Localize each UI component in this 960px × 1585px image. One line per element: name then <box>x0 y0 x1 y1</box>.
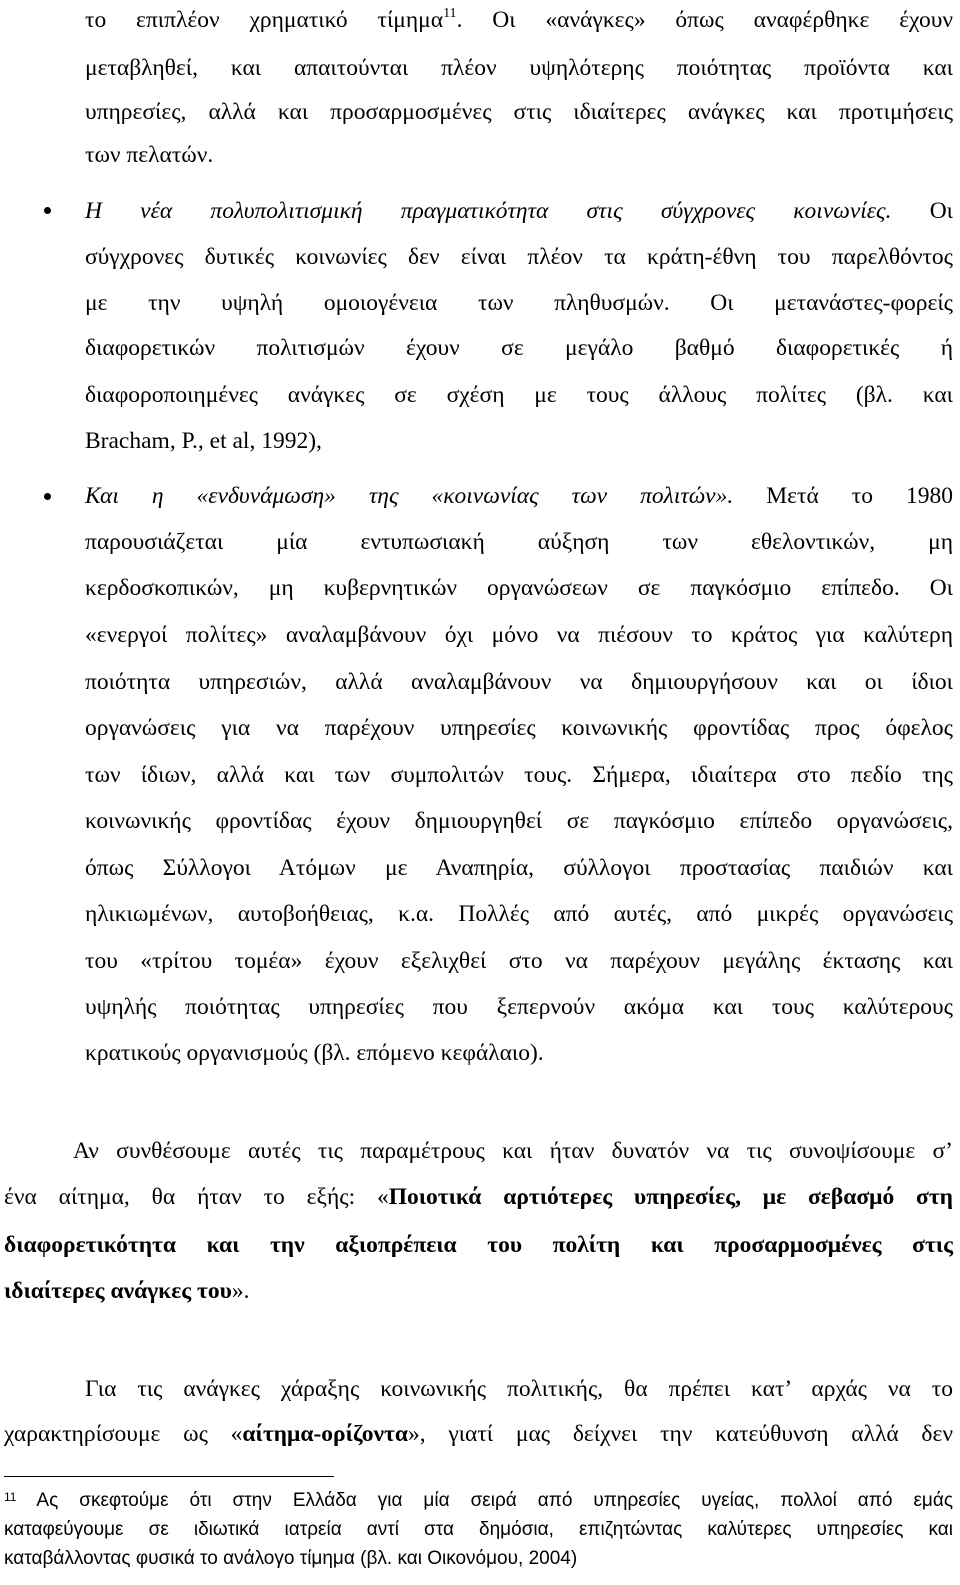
text-line: χαρακτηρίσουμε ως «αίτημα-ορίζοντα», γιατί μας δείχνει την κατεύθυνση αλλά δεν <box>4 1421 953 1447</box>
text-line: κερδοσκοπικών, μη κυβερνητικών οργανώσεων σε παγκόσμιο επίπεδο. Οι <box>85 575 953 601</box>
text-line: Και η «ενδυνάμωση» της «κοινωνίας των πολιτών». Μετά το 1980 <box>85 483 953 509</box>
footnote-number: 11 <box>4 1490 17 1504</box>
text-line: υπηρεσίες, αλλά και προσαρμοσμένες στις ιδιαίτερες ανάγκες και προτιμήσεις <box>85 99 953 125</box>
emphasis-text: ιδιαίτερες ανάγκες του <box>4 1278 232 1304</box>
text-line: σύγχρονες δυτικές κοινωνίες δεν είναι πλέον τα κράτη-έθνη του παρελθόντος <box>85 244 953 270</box>
bullet-title: Η νέα πολυπολιτισμική πραγματικότητα στις σύγχρονες κοινωνίες. <box>85 198 892 224</box>
text-line: των ίδιων, αλλά και των συμπολιτών τους. Σήμερα, ιδιαίτερα στο πεδίο της <box>85 762 953 788</box>
text-line: Για τις ανάγκες χάραξης κοινωνικής πολιτικής, θα πρέπει κατ’ αρχάς να το <box>85 1376 953 1402</box>
bullet-icon <box>44 493 51 500</box>
text-line: Η νέα πολυπολιτισμική πραγματικότητα στις σύγχρονες κοινωνίες. Οι <box>85 198 953 224</box>
text-line: ποιότητα υπηρεσιών, αλλά αναλαμβάνουν να δημιουργήσουν και οι ίδιοι <box>85 669 953 695</box>
footnote-line: $^{11}$ Ας σκεφτούμε ότι στην Ελλάδα για μία σειρά από υπηρεσίες υγείας, πολλοί από εμάς <box>4 1490 953 1511</box>
text-line: διαφορετικών πολιτισμών έχουν σε μεγάλο βαθμό διαφορετικές ή <box>85 335 953 361</box>
footnote-divider <box>4 1476 334 1477</box>
text-line: ένα αίτημα, θα ήταν το εξής: «Ποιοτικά αρτιότερες υπηρεσίες, με σεβασμό στη <box>4 1184 953 1210</box>
bullet-icon <box>44 207 51 214</box>
footnote-line: καταβάλλοντας φυσικά το ανάλογο τίμημα (βλ. και Οικονόμου, 2004) <box>4 1548 578 1569</box>
text-line: του «τρίτου τομέα» έχουν εξελιχθεί στο να παρέχουν μεγάλης έκτασης και <box>85 948 953 974</box>
text-line: οργανώσεις για να παρέχουν υπηρεσίες κοινωνικής φροντίδας προς όφελος <box>85 715 953 741</box>
text-line: όπως Σύλλογοι Ατόμων με Αναπηρία, σύλλογοι προστασίας παιδιών και <box>85 855 953 881</box>
text-line: των πελατών. <box>85 142 214 168</box>
emphasis-text: Ποιοτικά αρτιότερες υπηρεσίες, με σεβασμό στη <box>388 1184 953 1210</box>
text-line: «ενεργοί πολίτες» αναλαμβάνουν όχι μόνο να πιέσουν το κράτος για καλύτερη <box>85 622 953 648</box>
text-line: παρουσιάζεται μία εντυπωσιακή αύξηση των εθελοντικών, μη <box>85 529 953 555</box>
text-line: κρατικούς οργανισμούς (βλ. επόμενο κεφάλαιο). <box>85 1040 544 1066</box>
footnote-line: καταφεύγουμε σε ιδιωτικά ιατρεία αντί στα δημόσια, επιζητώντας καλύτερες υπηρεσίες και <box>4 1519 953 1540</box>
text-line: υψηλής ποιότητας υπηρεσίες που ξεπερνούν ακόμα και τους καλύτερους <box>85 994 953 1020</box>
text-line: Αν συνθέσουμε αυτές τις παραμέτρους και ήταν δυνατόν να τις συνοψίσουμε σ’ <box>73 1138 953 1164</box>
text-line: κοινωνικής φροντίδας έχουν δημιουργηθεί σε παγκόσμιο επίπεδο οργανώσεις, <box>85 808 953 834</box>
emphasis-text: αίτημα-ορίζοντα <box>242 1421 408 1447</box>
text-line: ιδιαίτερες ανάγκες του». <box>4 1278 250 1304</box>
bullet-title: Και η «ενδυνάμωση» της «κοινωνίας των πολιτών». <box>85 483 734 509</box>
text-line: με την υψηλή ομοιογένεια των πληθυσμών. Οι μετανάστες-φορείς <box>85 290 953 316</box>
footnote-reference[interactable]: 11 <box>443 6 457 21</box>
text-line: διαφοροποιημένες ανάγκες σε σχέση με τους άλλους πολίτες (βλ. και <box>85 382 953 408</box>
text-line: το επιπλέον χρηματικό τίμημα$^{11}$. Οι «ανάγκες» όπως αναφέρθηκε έχουν <box>85 6 953 33</box>
emphasis-text: διαφορετικότητα και την αξιοπρέπεια του πολίτη και προσαρμοσμένες στις <box>4 1232 953 1258</box>
text-line: μεταβληθεί, και απαιτούνται πλέον υψηλότερης ποιότητας προϊόντα και <box>85 55 953 81</box>
text-line: Bracham, P., et al, 1992), <box>85 428 322 454</box>
text-line: ηλικιωμένων, αυτοβοήθειας, κ.α. Πολλές από αυτές, από μικρές οργανώσεις <box>85 901 953 927</box>
